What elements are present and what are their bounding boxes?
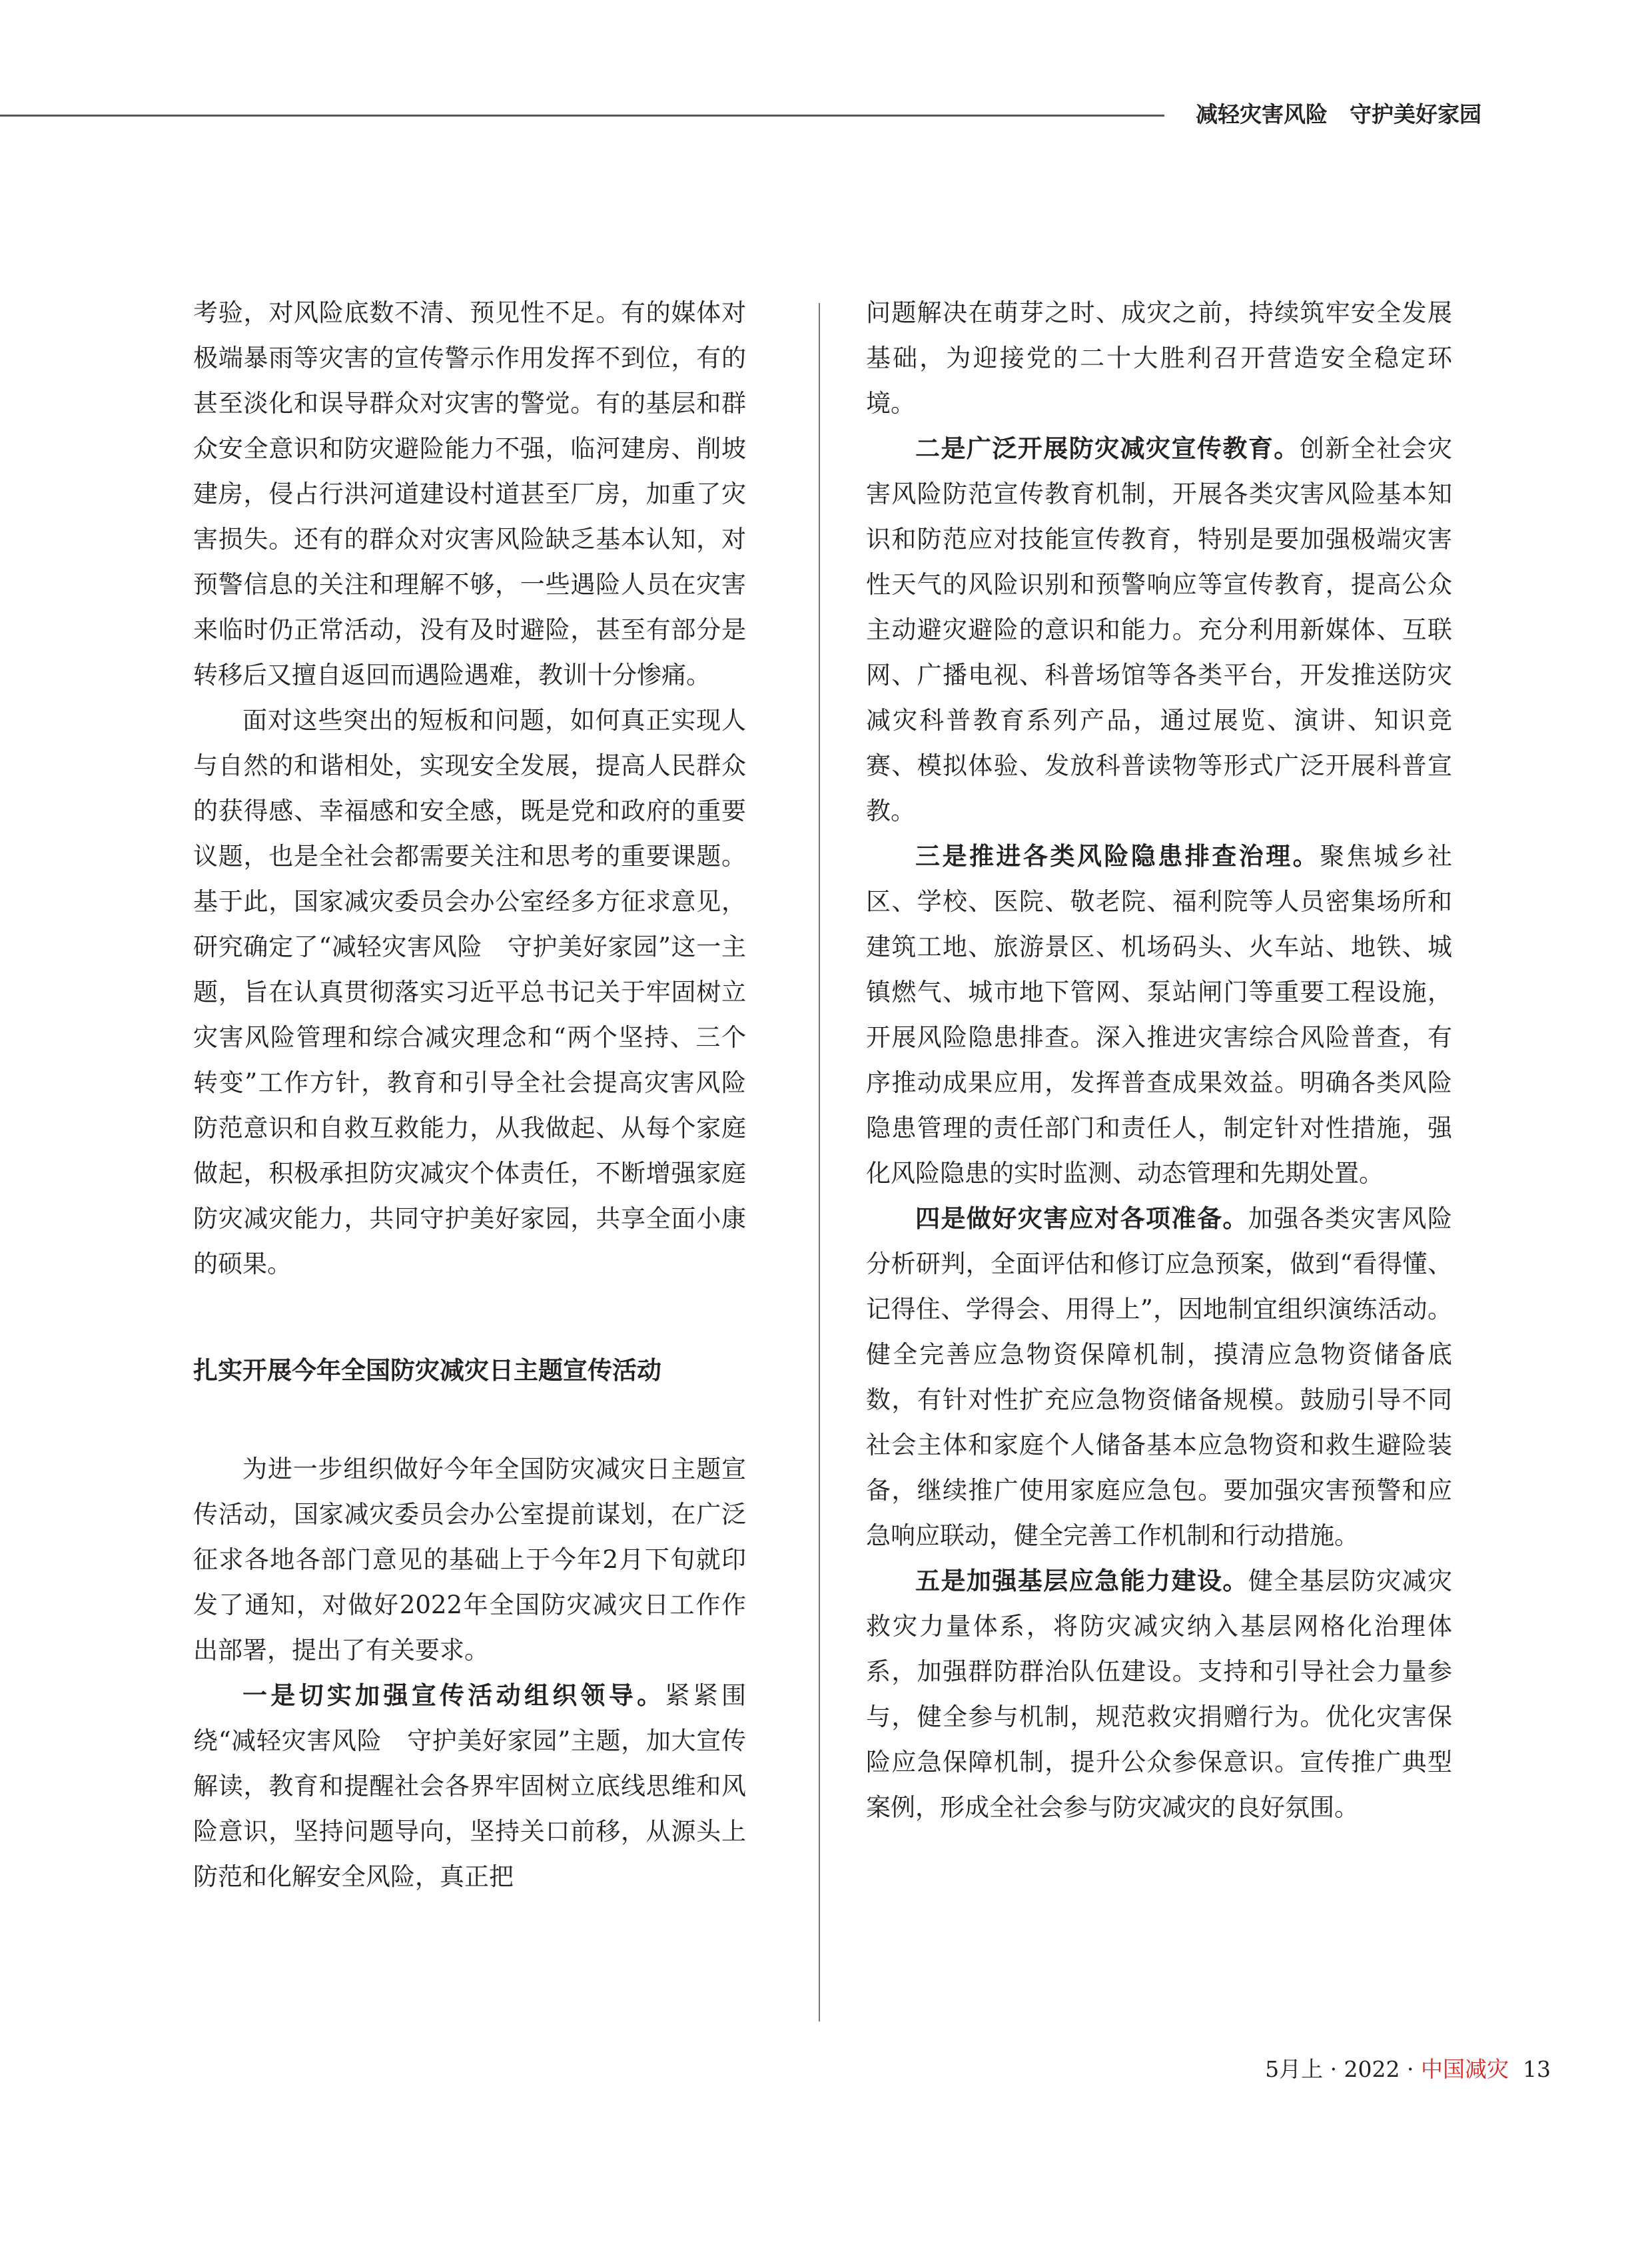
paragraph: [866, 1196, 1452, 1559]
item-text: 健全基层防灾减灾救灾力量体系，将防灾减灾纳入基层网格化治理体系，加强群防群治队伍建设。支持和引导社会力量参与，健全参与机制，规范救灾捐赠行为。优化灾害保险应急保障机制，提升公众参保意识。宣传推广典型案例，形成全社会参与防灾减灾的良好氛围。: [866, 1567, 1452, 1822]
item-text: 创新全社会灾害风险防范宣传教育机制，开展各类灾害风险基本知识和防范应对技能宣传教育，特别是要加强极端灾害性天气的风险识别和预警响应等宣传教育，提高公众主动避灾避险的意识和能力。充分利用新媒体、互联网、广播电视、科普场馆等各类平台，开发推送防灾减灾科普教育系列产品，通过展览、演讲、知识竞赛、模拟体验、发放科普读物等形式广泛开展科普宣教。: [866, 434, 1452, 825]
item-lead: 三是推进各类风险隐患排查治理。: [915, 842, 1320, 871]
paragraph: 为进一步组织做好今年全国防灾减灾日主题宣传活动，国家减灾委员会办公室提前谋划，在广泛征求各地各部门意见的基础上于今年2月下旬就印发了通知，对做好2022年全国防灾减灾日工作作出部署，提出了有关要求。: [193, 1455, 746, 1665]
section-heading: 扎实开展今年全国防灾减灾日主题宣传活动: [193, 1356, 661, 1385]
paragraph: 问题解决在萌芽之时、成灾之前，持续筑牢安全发展基础，为迎接党的二十大胜利召开营造安全稳定环境。: [866, 298, 1452, 418]
item-text: 紧紧围绕“减轻灾害风险 守护美好家园”主题，加大宣传解读，教育和提醒社会各界牢固树立底线思维和风险意识，坚持问题导向，坚持关口前移，从源头上防范和化解安全风险，真正把: [193, 1681, 746, 1891]
footer-publication: 中国减灾: [1421, 2056, 1509, 2082]
page-footer: [1265, 2054, 1551, 2085]
paragraph: [866, 834, 1452, 1196]
item-text: 聚焦城乡社区、学校、医院、敬老院、福利院等人员密集场所和建筑工地、旅游景区、机场码头、火车站、地铁、城镇燃气、城市地下管网、泵站闸门等重要工程设施，开展风险隐患排查。深入推进灾害综合风险普查，有序推动成果应用，发挥普查成果效益。明确各类风险隐患管理的责任部门和责任人，制定针对性措施，强化风险隐患的实时监测、动态管理和先期处置。: [866, 842, 1452, 1188]
page-number: 13: [1523, 2056, 1551, 2082]
running-header-title: 减轻灾害风险 守护美好家园: [1196, 101, 1481, 127]
item-lead: 二是广泛开展防灾减灾宣传教育。: [915, 434, 1300, 463]
paragraph: 面对这些突出的短板和问题，如何真正实现人与自然的和谐相处，实现安全发展，提高人民群众的获得感、幸福感和安全感，既是党和政府的重要议题，也是全社会都需要关注和思考的重要课题。基于此，国家减灾委员会办公室经多方征求意见，研究确定了“减轻灾害风险 守护美好家园”这一主题，旨在认真贯彻落实习近平总书记关于牢固树立灾害风险管理和综合减灾理念和“两个坚持、三个转变”工作方针，教育和引导全社会提高灾害风险防范意识和自救互救能力，从我做起、从每个家庭做起，积极承担防灾减灾个体责任，不断增强家庭防灾减灾能力，共同守护美好家园，共享全面小康的硕果。: [193, 706, 746, 1278]
item-lead: 五是加强基层应急能力建设。: [915, 1567, 1248, 1595]
left-column: [193, 290, 746, 2049]
item-lead: 四是做好灾害应对各项准备。: [915, 1204, 1248, 1233]
footer-issue: 5月上 · 2022 ·: [1265, 2056, 1422, 2082]
column-divider: [819, 303, 820, 2022]
paragraph: [193, 1673, 746, 1900]
paragraph: 考验，对风险底数不清、预见性不足。有的媒体对极端暴雨等灾害的宣传警示作用发挥不到位，有的甚至淡化和误导群众对灾害的警觉。有的基层和群众安全意识和防灾避险能力不强，临河建房、削坡建房，侵占行洪河道建设村道甚至厂房，加重了灾害损失。还有的群众对灾害风险缺乏基本认知，对预警信息的关注和理解不够，一些遇险人员在灾害来临时仍正常活动，没有及时避险，甚至有部分是转移后又擅自返回而遇险遇难，教训十分惨痛。: [193, 298, 746, 689]
item-lead: 一是切实加强宣传活动组织领导。: [242, 1681, 665, 1710]
paragraph: [866, 426, 1452, 834]
item-text: 加强各类灾害风险分析研判，全面评估和修订应急预案，做到“看得懂、记得住、学得会、用得上”，因地制宜组织演练活动。健全完善应急物资保障机制，摸清应急物资储备底数，有针对性扩充应急物资储备规模。鼓励引导不同社会主体和家庭个人储备基本应急物资和救生避险装备，继续推广使用家庭应急包。要加强灾害预警和应急响应联动，健全完善工作机制和行动措施。: [866, 1204, 1452, 1550]
paragraph: [866, 1559, 1452, 1830]
footer-spacer: [1509, 2056, 1523, 2082]
header-rule: [0, 115, 1164, 117]
right-column: [866, 290, 1452, 2049]
